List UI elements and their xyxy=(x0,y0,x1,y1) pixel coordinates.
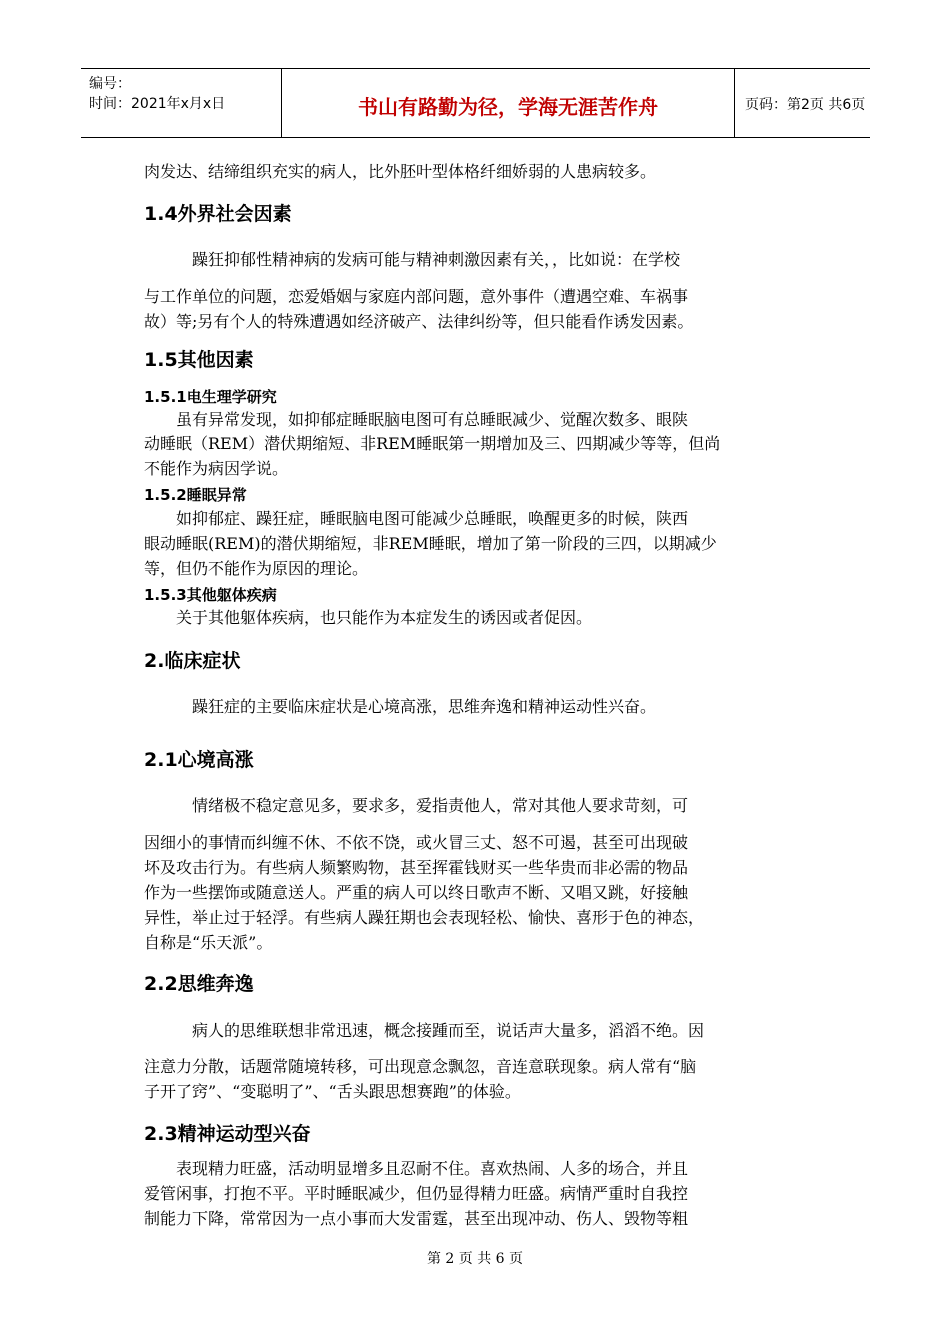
number-label: 编号： xyxy=(89,76,131,92)
paragraph-line: 子开了窍”、“变聪明了”、“舌头跟思想赛跑”的体验。 xyxy=(144,1082,521,1101)
heading-2-3: 2.3精神运动型兴奋 xyxy=(144,1123,311,1145)
motto: 书山有路勤为径，学海无涯苦作舟 xyxy=(358,95,658,119)
heading-1-4: 1.4外界社会因素 xyxy=(144,203,292,225)
paragraph-line: 肉发达、结缔组织充实的病人，比外胚叶型体格纤细娇弱的人患病较多。 xyxy=(144,162,657,181)
date-label: 时间：2021年x月x日 xyxy=(89,96,226,112)
paragraph-line: 自称是“乐天派”。 xyxy=(144,933,273,952)
paragraph-line: 异性，举止过于轻浮。有些病人躁狂期也会表现轻松、愉快、喜形于色的神态， xyxy=(144,908,705,927)
page-info: 页码：第2页 共6页 xyxy=(745,97,866,113)
paragraph-line: 动睡眠（REM）潜伏期缩短、非REM睡眠第一期增加及三、四期减少等等，但尚 xyxy=(144,434,721,453)
heading-1-5-3: 1.5.3其他躯体疾病 xyxy=(144,586,277,604)
paragraph-line: 等，但仍不能作为原因的理论。 xyxy=(144,559,369,578)
paragraph-line: 不能作为病因学说。 xyxy=(144,459,289,478)
heading-1-5: 1.5其他因素 xyxy=(144,349,254,371)
paragraph-line: 故）等;另有个人的特殊遭遇如经济破产、法律纠纷等，但只能看作诱发因素。 xyxy=(144,312,694,331)
paragraph-line: 情绪极不稳定意见多，要求多，爱指责他人，常对其他人要求苛刻，可 xyxy=(192,796,689,815)
paragraph-line: 躁狂抑郁性精神病的发病可能与精神刺激因素有关，，比如说：在学校 xyxy=(192,250,681,269)
paragraph-line: 作为一些摆饰或随意送人。严重的病人可以终日歌声不断、又唱又跳，好接触 xyxy=(144,883,689,902)
heading-1-5-1: 1.5.1电生理学研究 xyxy=(144,388,277,406)
header-table xyxy=(81,68,870,138)
paragraph-line: 坏及攻击行为。有些病人频繁购物，甚至挥霍钱财买一些华贵而非必需的物品 xyxy=(144,858,689,877)
paragraph-line: 制能力下降，常常因为一点小事而大发雷霆，甚至出现冲动、伤人、毁物等粗 xyxy=(144,1209,689,1228)
heading-1-5-2: 1.5.2睡眠异常 xyxy=(144,486,247,504)
paragraph-line: 表现精力旺盛，活动明显增多且忍耐不住。喜欢热闹、人多的场合，并且 xyxy=(176,1159,689,1178)
paragraph-line: 因细小的事情而纠缠不休、不依不饶，或火冒三丈、怒不可遏，甚至可出现破 xyxy=(144,833,689,852)
page-footer: 第 2 页 共 6 页 xyxy=(426,1251,524,1267)
paragraph-line: 与工作单位的问题，恋爱婚姻与家庭内部问题，意外事件（遭遇空难、车祸事 xyxy=(144,287,689,306)
heading-2-1: 2.1心境高涨 xyxy=(144,749,254,771)
header-motto-cell xyxy=(281,69,735,137)
paragraph-line: 关于其他躯体疾病，也只能作为本症发生的诱因或者促因。 xyxy=(176,608,593,627)
header-page-cell xyxy=(735,69,870,137)
paragraph-line: 眼动睡眠(REM)的潜伏期缩短，非REM睡眠，增加了第一阶段的三四，以期减少 xyxy=(144,534,717,553)
header-info-cell xyxy=(81,69,281,137)
heading-2-2: 2.2思维奔逸 xyxy=(144,973,254,995)
paragraph-line: 躁狂症的主要临床症状是心境高涨，思维奔逸和精神运动性兴奋。 xyxy=(192,697,657,716)
paragraph-line: 病人的思维联想非常迅速，概念接踵而至，说话声大量多，滔滔不绝。因 xyxy=(192,1021,705,1040)
paragraph-line: 注意力分散，话题常随境转移，可出现意念飘忽，音连意联现象。病人常有“脑 xyxy=(144,1057,697,1076)
paragraph-line: 虽有异常发现，如抑郁症睡眠脑电图可有总睡眠减少、觉醒次数多、眼陕 xyxy=(176,410,689,429)
paragraph-line: 如抑郁症、躁狂症，睡眠脑电图可能减少总睡眠，唤醒更多的时候，陕西 xyxy=(176,509,689,528)
paragraph-line: 爱管闲事，打抱不平。平时睡眠减少，但仍显得精力旺盛。病情严重时自我控 xyxy=(144,1184,689,1203)
heading-2: 2.临床症状 xyxy=(144,650,241,672)
